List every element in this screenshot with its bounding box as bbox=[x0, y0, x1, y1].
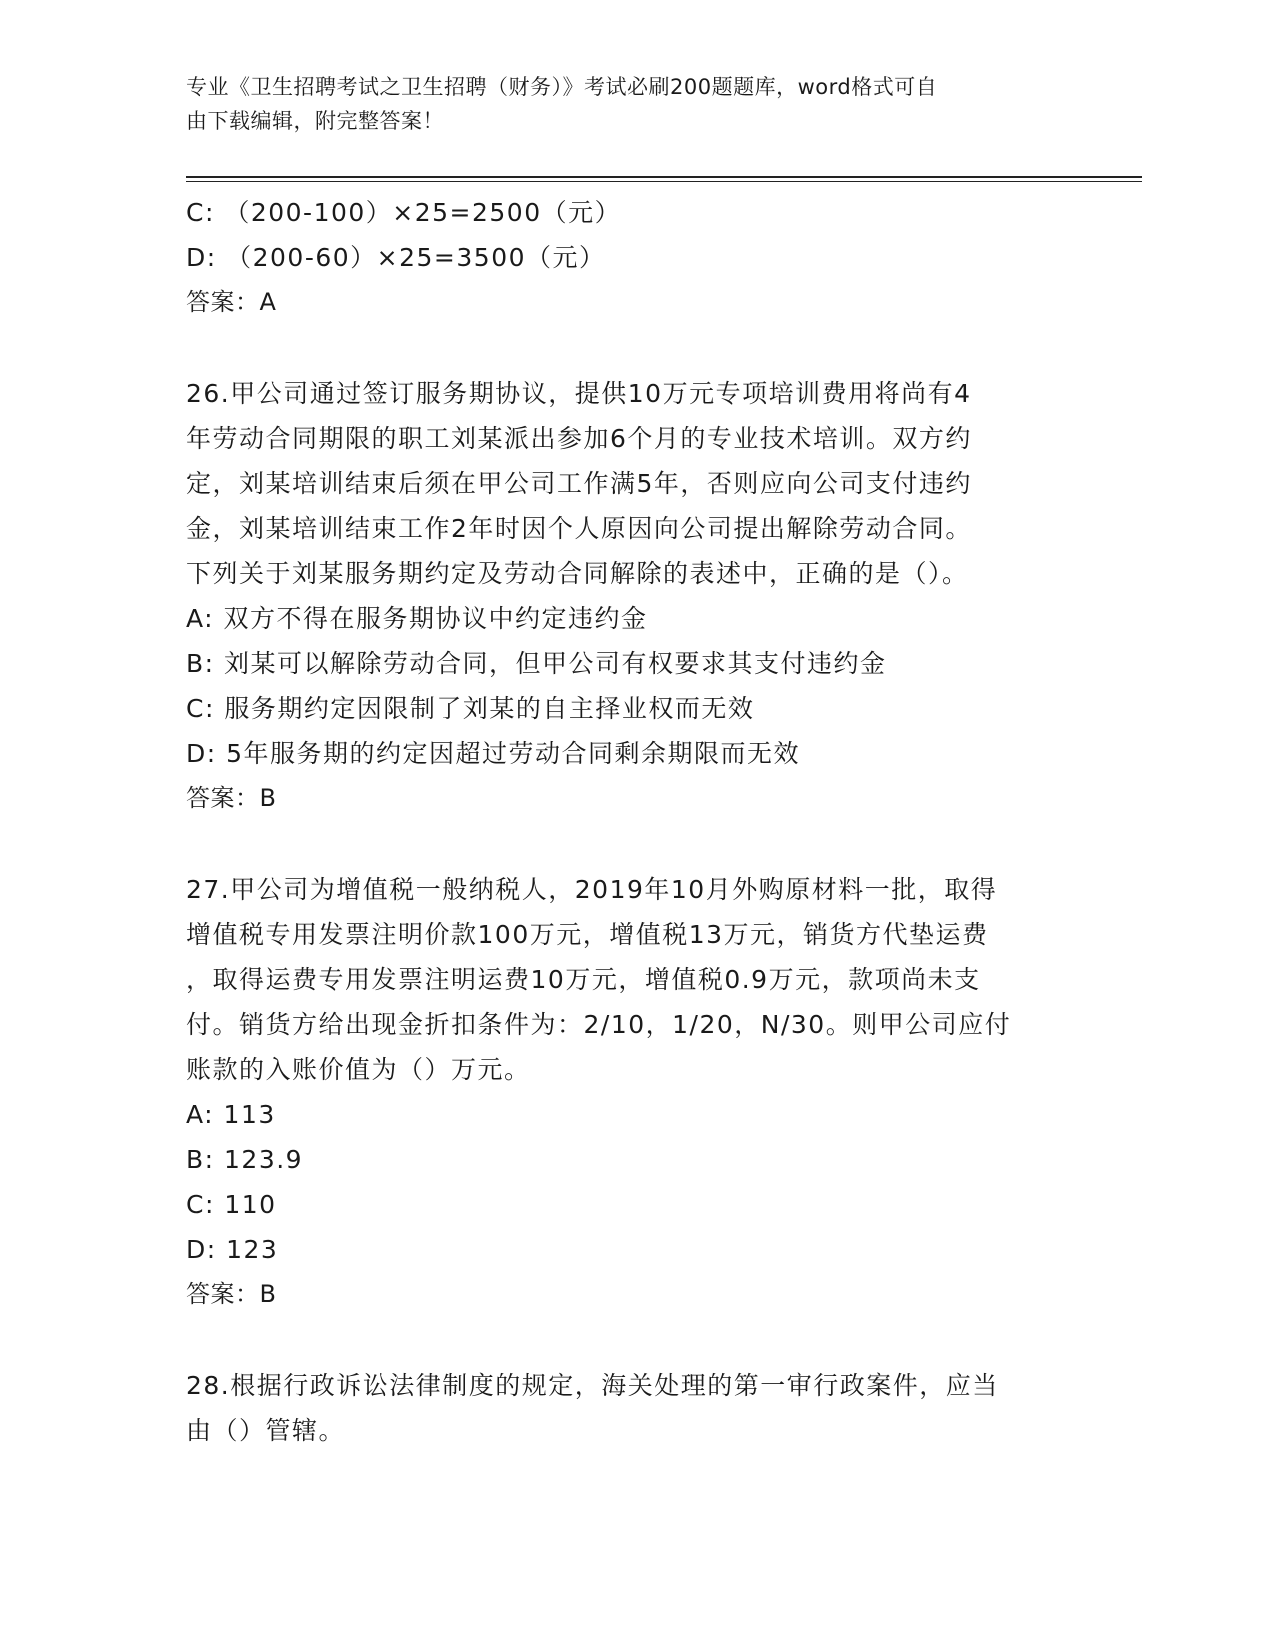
question-28 bbox=[186, 1363, 1066, 1453]
option-b: B: 刘某可以解除劳动合同，但甲公司有权要求其支付违约金 bbox=[186, 649, 887, 678]
question-stem-line: 年劳动合同期限的职工刘某派出参加6个月的专业技术培训。双方约 bbox=[186, 424, 972, 453]
header-rule-thin bbox=[186, 181, 1142, 182]
question-26 bbox=[186, 371, 1066, 821]
question-stem-line: 付。销货方给出现金折扣条件为：2/10，1/20，N/30。则甲公司应付 bbox=[186, 1010, 1012, 1039]
question-stem-line: 27.甲公司为增值税一般纳税人，2019年10月外购原材料一批，取得 bbox=[186, 875, 998, 904]
option-d: D: 123 bbox=[186, 1235, 279, 1264]
spacer bbox=[186, 821, 1066, 867]
option-d: D: （200-60）×25=3500（元） bbox=[186, 243, 606, 272]
question-stem-line: ，取得运费专用发票注明运费10万元，增值税0.9万元，款项尚未支 bbox=[186, 965, 981, 994]
header-rule-thick bbox=[186, 176, 1142, 178]
spacer bbox=[186, 325, 1066, 371]
header-title-line-1: 专业《卫生招聘考试之卫生招聘（财务）》考试必刷200题题库，word格式可自 bbox=[186, 75, 938, 99]
option-a: A: 113 bbox=[186, 1100, 276, 1129]
answer: 答案：B bbox=[186, 784, 277, 812]
option-c: C: （200-100）×25=2500（元） bbox=[186, 198, 622, 227]
answer: 答案：B bbox=[186, 1280, 277, 1308]
option-d: D: 5年服务期的约定因超过劳动合同剩余期限而无效 bbox=[186, 739, 801, 768]
option-b: B: 123.9 bbox=[186, 1145, 304, 1174]
question-stem-line: 账款的入账价值为（）万元。 bbox=[186, 1055, 531, 1084]
answer: 答案：A bbox=[186, 288, 277, 316]
header-title-line-2: 由下载编辑，附完整答案！ bbox=[186, 109, 444, 133]
question-stem-line: 下列关于刘某服务期约定及劳动合同解除的表述中，正确的是（）。 bbox=[186, 559, 969, 588]
question-stem-line: 金，刘某培训结束工作2年时因个人原因向公司提出解除劳动合同。 bbox=[186, 514, 972, 543]
option-c: C: 服务期约定因限制了刘某的自主择业权而无效 bbox=[186, 694, 755, 723]
option-c: C: 110 bbox=[186, 1190, 277, 1219]
prev-question bbox=[186, 190, 1066, 325]
spacer bbox=[186, 1317, 1066, 1363]
question-stem-line: 26.甲公司通过签订服务期协议，提供10万元专项培训费用将尚有4 bbox=[186, 379, 972, 408]
document-header bbox=[186, 70, 1066, 138]
question-stem-line: 增值税专用发票注明价款100万元，增值税13万元，销货方代垫运费 bbox=[186, 920, 989, 949]
option-a: A: 双方不得在服务期协议中约定违约金 bbox=[186, 604, 648, 633]
question-stem-line: 28.根据行政诉讼法律制度的规定，海关处理的第一审行政案件，应当 bbox=[186, 1371, 999, 1400]
question-27 bbox=[186, 867, 1066, 1317]
document-body bbox=[186, 190, 1066, 1453]
question-stem-line: 由（）管辖。 bbox=[186, 1416, 346, 1445]
question-stem-line: 定，刘某培训结束后须在甲公司工作满5年，否则应向公司支付违约 bbox=[186, 469, 972, 498]
